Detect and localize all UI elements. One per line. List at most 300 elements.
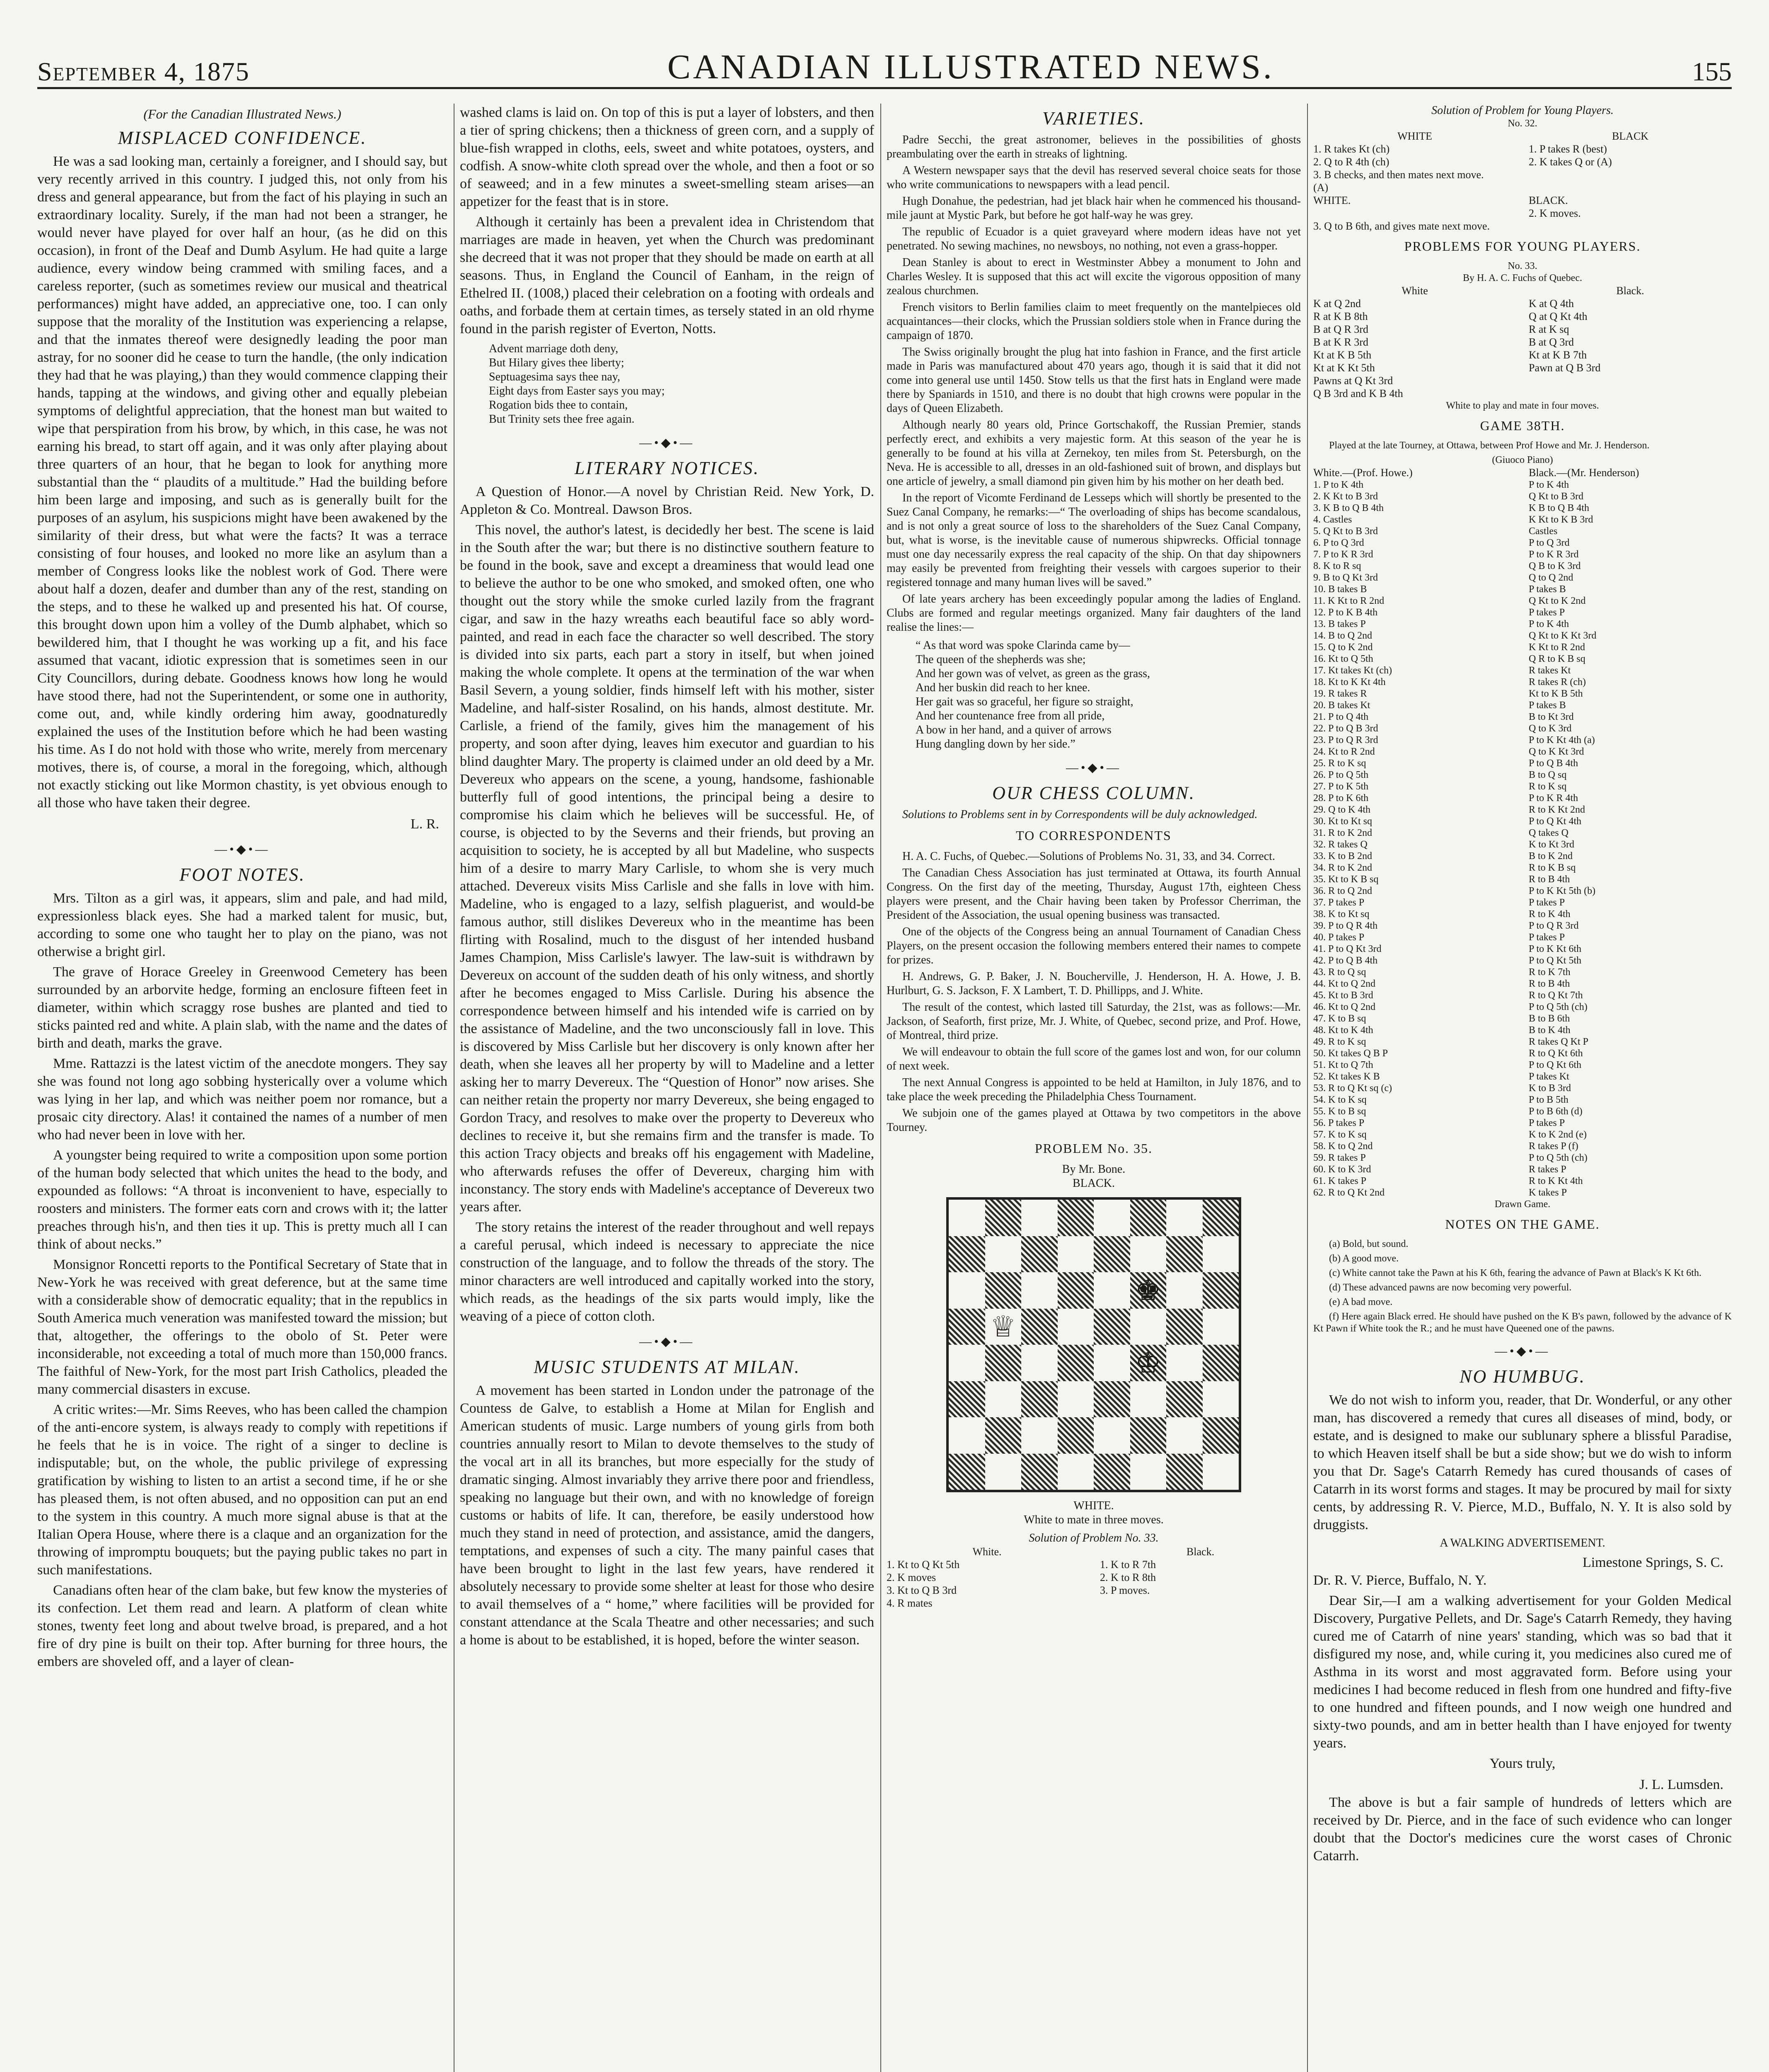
- move-entry: 2. K Kt to B 3rd: [1313, 491, 1378, 502]
- move-entry: 48. Kt to K 4th: [1313, 1025, 1373, 1036]
- board-square: [949, 1417, 985, 1454]
- article-paragraph: Monsignor Roncetti reports to the Pontifical Secretary of State that in New-York he was received with great deference, but at the same time with a considerable show of democratic equality; that in the republics in South America much veneration was manifested toward the mission; but that, altogether, the offerings to the obolo of St. Peter were inconsiderable, not exceeding a total of much more than 150,000 francs. The faithful of New-York, for the most part Irish Catholics, pleaded the many commercial disasters in excuse.: [37, 1257, 447, 1397]
- board-square: [1203, 1236, 1239, 1273]
- move-entry: 57. K to K sq: [1313, 1129, 1367, 1140]
- board-square: [1203, 1417, 1239, 1454]
- move-entry: 61. K takes P: [1313, 1176, 1366, 1186]
- verse-line: The queen of the shepherds was she;: [916, 653, 1086, 666]
- white-header: White.—(Prof. Howe.): [1313, 467, 1413, 479]
- board-label-black: BLACK.: [1073, 1177, 1115, 1190]
- board-square: [1021, 1417, 1058, 1454]
- move-entry: Q Kt to K 2nd: [1529, 595, 1586, 606]
- board-square: [1021, 1345, 1058, 1381]
- move-entry: 5. Q Kt to B 3rd: [1313, 526, 1378, 537]
- article-paragraph: We will endeavour to obtain the full score of the games lost and won, for our column of next week.: [887, 1046, 1301, 1072]
- move-entry: 46. Kt to Q 2nd: [1313, 1002, 1375, 1012]
- move-entry: 35. Kt to K B sq: [1313, 874, 1379, 885]
- article-paragraph: H. Andrews, G. P. Baker, J. N. Boucherville, J. Henderson, H. A. Howe, J. B. Hurlburt, G. S. Jackson, F. X Lambert, T. D. Phillipps, and J. White.: [887, 970, 1301, 997]
- move-entry: B to Q sq: [1529, 770, 1567, 780]
- move-entry: 59. R takes P: [1313, 1152, 1366, 1163]
- move-entry: 13. B takes P: [1313, 619, 1366, 629]
- problems-number: No. 33.: [1508, 261, 1537, 271]
- move-entry: P takes P: [1529, 607, 1565, 618]
- move-entry: Q Kt to K Kt 3rd: [1529, 630, 1597, 641]
- board-square: [1021, 1309, 1058, 1345]
- move-entry: 39. P to Q R 4th: [1313, 920, 1378, 931]
- move-entry: 12. P to K B 4th: [1313, 607, 1378, 618]
- white-header: WHITE: [1397, 130, 1432, 142]
- move-entry: [1529, 168, 1732, 181]
- article-paragraph: The above is but a fair sample of hundreds of letters which are received by Dr. Pierce, and in the face of such evidence who can longer doubt that the Doctor's medicines cure the worst cases of Chronic Catarrh.: [1313, 1795, 1732, 1864]
- article-paragraph: We do not wish to inform you, reader, that Dr. Wonderful, or any other man, has discovered a remedy that cures all diseases of mind, body, or estate, and is designed to make our sublunary sphere a blissful Paradise, to which Heaven itself shall be but a side show; but we do wish to inform you that Dr. Sage's Catarrh Remedy has cured thousands of cases of Catarrh in its worst forms and stages. It may be procured by mail for sixty cents, by addressing R. V. Pierce, M.D., Buffalo, N. Y. It is also sold by druggists.: [1313, 1392, 1732, 1532]
- letter-place: Limestone Springs, S. C.: [1582, 1555, 1723, 1570]
- verse-line: But Trinity sets thee free again.: [489, 413, 635, 426]
- problem-instruction: White to mate in three moves.: [1024, 1513, 1164, 1526]
- move-entry: 10. B takes B: [1313, 584, 1367, 595]
- board-square: [1166, 1454, 1203, 1490]
- board-square: [1130, 1454, 1167, 1490]
- black-king-icon: ♚: [1135, 1273, 1161, 1307]
- move-entry: R takes P: [1529, 1164, 1566, 1175]
- board-square: [1094, 1272, 1130, 1309]
- board-square: [985, 1345, 1022, 1381]
- problem-header: [1313, 284, 1732, 297]
- move-entry: 2. Q to R 4th (ch): [1313, 156, 1390, 168]
- board-square: [985, 1272, 1022, 1309]
- section-title: OUR CHESS COLUMN.: [992, 783, 1195, 803]
- young-solution-moves: [1313, 143, 1732, 232]
- game-note: (a) Bold, but sound.: [1329, 1239, 1409, 1249]
- verse-line: And her buskin did reach to her knee.: [916, 681, 1090, 694]
- column-3: [887, 104, 1301, 2072]
- board-square: [1094, 1417, 1130, 1454]
- game-note: (d) These advanced pawns are now becoming very powerful.: [1329, 1282, 1572, 1293]
- board-square: [1203, 1309, 1239, 1345]
- move-entry: P to K R 4th: [1529, 793, 1578, 804]
- move-entry: B to K 2nd: [1529, 851, 1573, 862]
- board-square: [1094, 1381, 1130, 1418]
- problem-author: By Mr. Bone.: [1062, 1163, 1126, 1176]
- article-paragraph: A Western newspaper says that the devil has reserved several choice seats for those who write communications to newspapers with a lead pencil.: [887, 164, 1301, 191]
- move-entry: R to B 4th: [1529, 978, 1570, 989]
- move-entry: K at Q 2nd: [1313, 298, 1361, 310]
- move-entry: P takes P: [1529, 1118, 1565, 1128]
- move-entry: 1. K to R 7th: [1100, 1559, 1156, 1571]
- board-label-white: WHITE.: [1073, 1499, 1114, 1512]
- article-paragraph: One of the objects of the Congress being an annual Tournament of Canadian Chess Players, on the present occasion the following members entered their names to compete for prizes.: [887, 925, 1301, 966]
- move-entry: P to Q 5th (ch): [1529, 1002, 1588, 1012]
- move-entry: P takes B: [1529, 700, 1566, 711]
- move-entry: 24. Kt to R 2nd: [1313, 746, 1375, 757]
- black-header: Black.: [1616, 285, 1644, 297]
- chess-note: Solutions to Problems sent in by Correspondents will be duly acknowledged.: [902, 808, 1258, 821]
- move-entry: B to Kt 3rd: [1529, 712, 1574, 722]
- board-square: [949, 1200, 985, 1236]
- article-paragraph: A movement has been started in London under the patronage of the Countess de Galve, to establish a Home at Milan for English and American students of music. Large numbers of young girls from both countries annually resort to Milan to devote themselves to the study of the vocal art in all its branches, but more especially for the study of dramatic singing. Almost invariably they arrive there poor and friendless, speaking no language but their own, and with no knowledge of foreign customs or habits of life. It can, therefore, be easily understood how much they stand in need of protection, and assistance, amid the dangers, temptations, and expenses of such a city. The many painful cases that have been brought to light in the last few years, have rendered it absolutely necessary to provide some shelter at least for those who desire to avail themselves of a “ home,” where facilities will be provided for constant attendance at the Scala Theatre and other necessaries; and such a home is about to be established, it is hoped, before the winter season.: [460, 1383, 874, 1648]
- board-square: [985, 1236, 1022, 1273]
- young-header: [1313, 130, 1732, 143]
- verse-line: And her countenance free from all pride,: [916, 709, 1105, 722]
- section-title: FOOT NOTES.: [179, 864, 305, 885]
- move-entry: 11. K Kt to R 2nd: [1313, 595, 1385, 606]
- poem: [916, 639, 1301, 751]
- section-ornament: —•◆•—: [1066, 761, 1122, 775]
- game-header: [1313, 466, 1732, 479]
- board-square: [1058, 1200, 1094, 1236]
- board-square: [1021, 1454, 1058, 1490]
- move-entry: 51. Kt to Q 7th: [1313, 1060, 1373, 1070]
- move-entry: 4. R mates: [887, 1597, 933, 1609]
- problem-position: [1313, 297, 1732, 400]
- white-header: White: [1402, 285, 1428, 297]
- problem-instruction: White to play and mate in four moves.: [1446, 400, 1599, 411]
- board-square: [985, 1417, 1022, 1454]
- move-entry: Castles: [1529, 526, 1558, 537]
- black-header: BLACK: [1612, 130, 1649, 142]
- article-paragraph: The Swiss originally brought the plug hat into fashion in France, and the first article made in Paris was manufactured about 470 years ago, though it is said that it did not come into general use until 1450. Stow tells us that the first hats in England were made there by Spaniards in 1510, and there is no doubt that high crowns were popular in the days of Queen Elizabeth.: [887, 346, 1301, 415]
- move-entry: 42. P to Q B 4th: [1313, 955, 1378, 966]
- move-entry: P to Q Kt 5th: [1529, 955, 1582, 966]
- move-entry: K Kt to R 2nd: [1529, 642, 1585, 653]
- move-entry: R takes Q Kt P: [1529, 1036, 1588, 1047]
- black-header: Black.—(Mr. Henderson): [1529, 467, 1639, 479]
- move-entry: Pawns at Q Kt 3rd: [1313, 375, 1393, 387]
- subsection-title: A WALKING ADVERTISEMENT.: [1440, 1537, 1605, 1549]
- move-entry: 60. K to K 3rd: [1313, 1164, 1371, 1175]
- verse-line: Rogation bids thee to contain,: [489, 399, 628, 411]
- move-entry: 29. Q to K 4th: [1313, 804, 1370, 815]
- letter-addressee: Dr. R. V. Pierce, Buffalo, N. Y.: [1313, 1573, 1487, 1588]
- move-entry: 47. K to B sq: [1313, 1013, 1366, 1024]
- move-entry: P takes B: [1529, 584, 1566, 595]
- move-entry: 14. B to Q 2nd: [1313, 630, 1373, 641]
- move-entry: 22. P to Q B 3rd: [1313, 723, 1378, 734]
- article-paragraph: The republic of Ecuador is a quiet graveyard where modern ideas have not yet penetrated. No sewing machines, no newsboys, no nothing, not even a grass-hopper.: [887, 225, 1301, 252]
- section-title: NO HUMBUG.: [1460, 1366, 1585, 1387]
- notes-title: NOTES ON THE GAME.: [1445, 1217, 1600, 1232]
- article-paragraph: He was a sad looking man, certainly a foreigner, and I should say, but very recently arrived in this country. I judged this, not only from his dress and general appearance, but from the fact of his playing in such an extraordinary locality. Surely, if the man had not been a stranger, he would never have played for over half an hour, (as he did on this occasion), in front of the Deaf and Dumb Asylum. He had quite a large audience, every window being crammed with smiling faces, and a careless reporter, (such as sometimes review our musical and theatrical performances) might have added, an appreciative one, too. I can only suppose that the morality of the Institution was experiencing a relapse, and that the inmates thereof were designedly leading the poor man astray, for no sooner did he cease to turn the handle, (the only indication they had that he was playing,) than they would commence clapping their hands, tapping at the windows, and giving other and equally plebeian symptoms of delightful appreciation, that the honest man but waited to wipe that perspiration from his brow, by which, in this case, he was not earning his bread, to start off again, and it was only after playing about three quarters of an hour, that he began to look for anything more substantial than the “ plaudits of a multitude.” Had the building before him been large and imposing, and such as is generally built for the purposes of an asylum, his suspicions might have been awakened by the similarity of their dress, but what were the facts? It was a terrace consisting of four houses, and looked no more like an asylum than a member of Congress looks like the noblest work of God. There were about half a dozen, deafer and dumber than any of the rest, standing on the steps, and to these he walked up and presented his hat. Of course, this brought down upon him a volley of the Dumb alphabet, which so bewildered him, that I thought he was working up a fit, and his face assumed that vacant, idiotic expression that is sometimes seen in our City Councillors, during debate. Goodness knows how long he would have stood there, had not the Superintendent, or some one in authority, come out, and, while kindly ordering him away, goodnaturedly explained the uses of the Institution before which he had been wasting his time. As I do not hold with those who write, merely from mercenary motives, there is, of course, a moral in the foregoing, which, although not exactly sticking out like Mormon chastity, is yet obvious enough to all those who have taken their degree.: [37, 154, 447, 811]
- subsection-title: TO CORRESPONDENTS: [1016, 828, 1172, 843]
- solution-header: [887, 1545, 1301, 1558]
- move-entry: [1529, 181, 1732, 194]
- board-square: [949, 1345, 985, 1381]
- game-note: (b) A good move.: [1329, 1253, 1399, 1264]
- verse-line: Advent marriage doth deny,: [489, 342, 619, 355]
- page-number: 155: [1692, 57, 1732, 86]
- letter-body: Dear Sir,—I am a walking advertisement for your Golden Medical Discovery, Purgative Pellets, and Dr. Sage's Catarrh Remedy, they having cured me of Catarrh of nine years' standing, which was so bad that it disfigured my nose, and, while curing it, you medicines also cured me of Asthma in its worst and most aggravated form. Before using your medicines I had become reduced in flesh from one hundred and fifty-five to one hundred and fifteen pounds, and I now weigh one hundred and sixty-two pounds, and am in better health than I have enjoyed for twenty years.: [1313, 1593, 1732, 1751]
- board-square: [1130, 1309, 1167, 1345]
- board-square: [1130, 1345, 1167, 1381]
- game-opening: (Giuoco Piano): [1492, 455, 1553, 465]
- article-paragraph: washed clams is laid on. On top of this is put a layer of lobsters, and then a tier of spring chickens; then a thickness of green corn, and a supply of blue-fish wrapped in cloths, eels, sweet and white potatoes, oysters, and codfish. A snow-white cloth spread over the whole, and then a foot or so of seaweed; and in a few minutes a sweet-smelling steam arises—an appetizer for the feast that is in store.: [460, 105, 874, 209]
- newspaper-title: CANADIAN ILLUSTRATED NEWS.: [667, 48, 1274, 86]
- board-square: [985, 1200, 1022, 1236]
- move-entry: BLACK.: [1529, 194, 1568, 206]
- move-entry: Q to K 3rd: [1529, 723, 1572, 734]
- board-square: [1130, 1381, 1167, 1418]
- section-title: VARIETIES.: [1042, 108, 1145, 128]
- board-square: [1021, 1381, 1058, 1418]
- move-entry: 2. K moves: [887, 1571, 936, 1583]
- column-2: [460, 104, 874, 2072]
- verse-line: “ As that word was spoke Clarinda came by—: [916, 639, 1130, 652]
- move-entry: B at Q 3rd: [1529, 336, 1574, 348]
- move-entry: 33. K to B 2nd: [1313, 851, 1373, 862]
- board-square: [1058, 1236, 1094, 1273]
- board-square: [1203, 1200, 1239, 1236]
- move-entry: P takes P: [1529, 932, 1565, 943]
- black-header: Black.: [1186, 1546, 1215, 1558]
- move-entry: 1. R takes Kt (ch): [1313, 143, 1390, 155]
- verse-line: Septuagesima says thee nay,: [489, 370, 620, 383]
- move-entry: 16. Kt to Q 5th: [1313, 654, 1373, 664]
- move-entry: 21. P to Q 4th: [1313, 712, 1369, 722]
- board-square: [985, 1309, 1022, 1345]
- move-entry: 58. K to Q 2nd: [1313, 1141, 1373, 1152]
- move-entry: WHITE.: [1313, 194, 1351, 206]
- move-entry: 32. R takes Q: [1313, 839, 1368, 850]
- move-entry: 27. P to K 5th: [1313, 781, 1369, 792]
- move-entry: 52. Kt takes K B: [1313, 1071, 1380, 1082]
- column-rule: [1307, 104, 1308, 2072]
- board-square: [1203, 1381, 1239, 1418]
- verse-line: Eight days from Easter says you may;: [489, 385, 665, 397]
- article-paragraph: The result of the contest, which lasted till Saturday, the 21st, was as follows:—Mr. Jackson, of Seaforth, first prize, Mr. J. White, of Quebec, second prize, and Prof. Howe, of Montreal, third prize.: [887, 1001, 1301, 1042]
- white-king-icon: ♔: [1135, 1346, 1161, 1380]
- issue-date: September 4, 1875: [37, 57, 250, 86]
- move-entry: Q takes Q: [1529, 828, 1568, 838]
- move-entry: 4. Castles: [1313, 514, 1352, 525]
- move-entry: Kt to K B 5th: [1529, 688, 1583, 699]
- article-paragraph: Mrs. Tilton as a girl was, it appears, slim and pale, and had mild, expressionless black eyes. She had a marked talent for music, but, according to some one who taught her to play on the piano, was not otherwise a bright girl.: [37, 891, 447, 959]
- solution-moves: [887, 1558, 1301, 1610]
- chess-board: [946, 1197, 1241, 1492]
- move-entry: 9. B to Q Kt 3rd: [1313, 572, 1378, 583]
- move-entry: P to K R 3rd: [1529, 549, 1579, 560]
- move-entry: K Kt to K B 3rd: [1529, 514, 1593, 525]
- move-entry: B to B 6th: [1529, 1013, 1570, 1024]
- board-square: [1166, 1272, 1203, 1309]
- board-square: [1130, 1417, 1167, 1454]
- move-entry: 25. R to K sq: [1313, 758, 1366, 769]
- move-entry: 6. P to Q 3rd: [1313, 537, 1364, 548]
- game-moves: [1313, 479, 1732, 1198]
- board-square: [1203, 1345, 1239, 1381]
- article-credit: (For the Canadian Illustrated News.): [143, 107, 341, 121]
- move-entry: P to Q R 3rd: [1529, 920, 1579, 931]
- article-paragraph: A Question of Honor.—A novel by Christian Reid. New York, D. Appleton & Co. Montreal. Dawson Bros.: [460, 484, 874, 517]
- move-entry: P to K 4th: [1529, 479, 1569, 490]
- article-paragraph: The next Annual Congress is appointed to be held at Hamilton, in July 1876, and to take place the week preceding the Philadelphia Chess Tournament.: [887, 1076, 1301, 1103]
- move-entry: R to Q Kt 7th: [1529, 990, 1583, 1001]
- move-entry: P to Q B 4th: [1529, 758, 1578, 769]
- article-paragraph: Dean Stanley is about to erect in Westminster Abbey a monument to John and Charles Wesley. It is supposed that this act will excite the vigorous opposition of many zealous churchmen.: [887, 256, 1301, 297]
- move-entry: Kt at K B 7th: [1529, 349, 1587, 361]
- move-entry: K to K 2nd (e): [1529, 1129, 1587, 1140]
- move-entry: K B to Q B 4th: [1529, 503, 1590, 513]
- move-entry: R to K 7th: [1529, 967, 1571, 978]
- article-paragraph: Hugh Donahue, the pedestrian, had jet black hair when he commenced his thousand-mile jaunt at Mystic Park, but before he got half-way he was grey.: [887, 195, 1301, 222]
- move-entry: 41. P to Q Kt 3rd: [1313, 944, 1382, 954]
- move-entry: K to B 3rd: [1529, 1083, 1571, 1094]
- move-entry: 3. Kt to Q B 3rd: [887, 1584, 957, 1596]
- section-ornament: —•◆•—: [1494, 1344, 1551, 1358]
- move-entry: R to K Kt 2nd: [1529, 804, 1585, 815]
- move-entry: Q to Q 2nd: [1529, 572, 1573, 583]
- move-entry: R to B 4th: [1529, 874, 1570, 885]
- move-entry: P to B 5th: [1529, 1094, 1568, 1105]
- problems-title: PROBLEMS FOR YOUNG PLAYERS.: [1404, 239, 1641, 254]
- move-entry: 15. Q to K 2nd: [1313, 642, 1373, 653]
- move-entry: 44. Kt to Q 2nd: [1313, 978, 1375, 989]
- board-square: [949, 1309, 985, 1345]
- board-square: [1058, 1272, 1094, 1309]
- move-entry: 2. K takes Q or (A): [1529, 156, 1612, 168]
- move-entry: R takes R (ch): [1529, 677, 1586, 687]
- board-square: [1166, 1345, 1203, 1381]
- game-note: (f) Here again Black erred. He should have pushed on the K B's pawn, followed by the advance of K Kt Pawn if White took the R.; and he must have Queened one of the pawns.: [1313, 1311, 1732, 1334]
- verse-line: But Hilary gives thee liberty;: [489, 356, 624, 369]
- section-ornament: —•◆•—: [639, 1335, 695, 1348]
- article-paragraph: In the report of Vicomte Ferdinand de Lesseps which will shortly be presented to the Suez Canal Company, he remarks:—“ The overloading of ships has become scandalous, and is not only a great source of loss to the shareholders of the Suez Canal Company, but, what is worse, is the inevitable cause of numerous shipwrecks. Official tonnage must one day necessarily express the real capacity of the ship. On that day shipowners may easily be prevented from freighting their vessels with cargoes superior to their registered tonnage and many human lives will be saved.”: [887, 491, 1301, 589]
- board-square: [949, 1272, 985, 1309]
- move-entry: 8. K to R sq: [1313, 561, 1361, 571]
- move-entry: K takes P: [1529, 1187, 1567, 1198]
- move-entry: Q to K Kt 3rd: [1529, 746, 1584, 757]
- move-entry: Kt at K B 5th: [1313, 349, 1372, 361]
- move-entry: Q B 3rd and K B 4th: [1313, 387, 1403, 399]
- solution-title: Solution of Problem No. 33.: [1029, 1532, 1159, 1544]
- article-paragraph: Of late years archery has been exceedingly popular among the ladies of England. Clubs are formed and regular meetings organized. Many fair daughters of the land realise the lines:—: [887, 593, 1301, 634]
- board-square: [1058, 1345, 1094, 1381]
- rhyme: [489, 342, 874, 426]
- move-entry: Q R to K B sq: [1529, 654, 1585, 664]
- move-entry: 20. B takes Kt: [1313, 700, 1370, 711]
- move-entry: 36. R to Q 2nd: [1313, 886, 1373, 896]
- move-entry: 50. Kt takes Q B P: [1313, 1048, 1388, 1059]
- move-entry: 54. K to K sq: [1313, 1094, 1367, 1105]
- move-entry: Q at Q Kt 4th: [1529, 310, 1588, 322]
- move-entry: B at Q R 3rd: [1313, 323, 1368, 335]
- move-entry: 3. B checks, and then mates next move.: [1313, 169, 1484, 181]
- move-entry: R takes Kt: [1529, 665, 1571, 676]
- letter-closing: Yours truly,: [1489, 1756, 1556, 1771]
- white-queen-icon: ♕: [990, 1309, 1016, 1343]
- article-paragraph: A critic writes:—Mr. Sims Reeves, who has been called the champion of the anti-encore system, is always ready to comply with repetitions if he feels that he is in voice. The right of a singer to decline is indisputable; but, on the whole, the public privilege of expressing gratification by wishing to listen to an artist a second time, if he or she has pleased them, is not often abused, and no opposition can put an end to the system in this country. A much more signal abuse is that at the Italian Opera House, where there is a claque and an organization for the throwing of impromptu bouquets; but the paying public takes no part in such manifestations.: [37, 1402, 447, 1578]
- article-paragraph: Canadians often hear of the clam bake, but few know the mysteries of its confection. Let them read and learn. A platform of clean white stones, twenty feet long and about twelve broad, is prepared, and a hot fire of dry pine is built on their top. After burning for three hours, the embers are shoveled off, and a layer of clean-: [37, 1583, 447, 1669]
- move-entry: 30. Kt to Kt sq: [1313, 816, 1373, 827]
- move-entry: R to K Kt 4th: [1529, 1176, 1583, 1186]
- column-rule: [880, 104, 881, 2072]
- move-entry: P to Q Kt 6th: [1529, 1060, 1582, 1070]
- board-square: [1058, 1417, 1094, 1454]
- move-entry: 55. K to B sq: [1313, 1106, 1366, 1117]
- verse-line: Hung dangling down by her side.”: [916, 738, 1075, 750]
- move-entry: K to Kt 3rd: [1529, 839, 1574, 850]
- board-square: [1058, 1309, 1094, 1345]
- board-square: [1021, 1200, 1058, 1236]
- move-entry: 3. Q to B 6th, and gives mate next move.: [1313, 220, 1490, 232]
- move-entry: R takes P (f): [1529, 1141, 1578, 1152]
- move-entry: 37. P takes P: [1313, 897, 1365, 908]
- move-entry: K at Q 4th: [1529, 298, 1574, 310]
- article-paragraph: The story retains the interest of the reader throughout and well repays a careful perusal, which indeed is necessary to appreciate the nice construction of the language, and to follow the threads of the story. The minor characters are well introduced and capitally worked into the story, which reads, as the headings of the six parts would imply, like the weaving of a piece of cotton cloth.: [460, 1220, 874, 1324]
- board-square: [1166, 1417, 1203, 1454]
- move-entry: 53. R to Q Kt sq (c): [1313, 1083, 1392, 1094]
- move-entry: P to Q 5th (ch): [1529, 1152, 1588, 1163]
- move-entry: R at K sq: [1529, 323, 1569, 335]
- game-note: (e) A bad move.: [1329, 1297, 1393, 1307]
- move-entry: 28. P to K 6th: [1313, 793, 1369, 804]
- move-entry: 19. R takes R: [1313, 688, 1367, 699]
- board-square: [1203, 1454, 1239, 1490]
- move-entry: 3. K B to Q B 4th: [1313, 503, 1384, 513]
- board-square: [1130, 1272, 1167, 1309]
- board-square: [1021, 1272, 1058, 1309]
- move-entry: 45. Kt to B 3rd: [1313, 990, 1373, 1001]
- verse-line: A bow in her hand, and a quiver of arrows: [916, 724, 1112, 736]
- move-entry: P to K 4th: [1529, 619, 1569, 629]
- move-entry: 38. K to Kt sq: [1313, 909, 1370, 920]
- article-paragraph: The Canadian Chess Association has just terminated at Ottawa, its fourth Annual Congress. On the first day of the meeting, Thursday, August 17th, eighteen Chess players were present, and the Chair having been taken by Professor Cherriman, the President of the Association, the usual opening business was transacted.: [887, 867, 1301, 922]
- section-title: LITERARY NOTICES.: [574, 458, 760, 478]
- move-entry: P to K Kt 4th (a): [1529, 735, 1595, 746]
- move-entry: 1. P takes R (best): [1529, 143, 1607, 155]
- article-paragraph: Although it certainly has been a prevalent idea in Christendom that marriages are made in heaven, yet when the Church was predominant she decreed that it was not proper that they should be made on earth at all seasons. Thus, in England the Council of Eanham, in the reign of Ethelred II. (1008,) placed their celebration on a footing with ordeals and oaths, and forbade them at certain times, as tersely stated in an old rhyme found in the parish register of Everton, Notts.: [460, 214, 874, 336]
- move-entry: R at K B 8th: [1313, 310, 1368, 322]
- board-square: [1094, 1309, 1130, 1345]
- move-entry: 40. P takes P: [1313, 932, 1365, 943]
- board-square: [1130, 1200, 1167, 1236]
- column-4: [1313, 104, 1732, 2072]
- article-paragraph: H. A. C. Fuchs, of Quebec.—Solutions of Problems No. 31, 33, and 34. Correct.: [902, 850, 1275, 863]
- move-entry: P takes Kt: [1529, 1071, 1569, 1082]
- board-square: [949, 1381, 985, 1418]
- section-ornament: —•◆•—: [639, 436, 695, 450]
- move-entry: Kt at K Kt 5th: [1313, 362, 1375, 374]
- move-entry: 31. R to K 2nd: [1313, 828, 1373, 838]
- masthead: [37, 41, 1732, 89]
- move-entry: R to K 4th: [1529, 909, 1571, 920]
- move-entry: P to K Kt 6th: [1529, 944, 1582, 954]
- young-solution-number: No. 32.: [1508, 118, 1537, 129]
- article-signature: L. R.: [411, 816, 439, 832]
- move-entry: P to B 6th (d): [1529, 1106, 1583, 1117]
- verse-line: And her gown was of velvet, as green as the grass,: [916, 667, 1150, 680]
- move-entry: 49. R to K sq: [1313, 1036, 1366, 1047]
- move-entry: [1529, 387, 1732, 400]
- move-entry: R to K B sq: [1529, 862, 1576, 873]
- move-entry: B to K 4th: [1529, 1025, 1571, 1036]
- move-entry: 17. Kt takes Kt (ch): [1313, 665, 1392, 676]
- move-entry: Pawn at Q B 3rd: [1529, 362, 1601, 374]
- board-square: [1166, 1309, 1203, 1345]
- move-entry: 62. R to Q Kt 2nd: [1313, 1187, 1385, 1198]
- board-square: [949, 1454, 985, 1490]
- game-note: (c) White cannot take the Pawn at his K 6th, fearing the advance of Pawn at Black's K Kt 6th.: [1329, 1268, 1701, 1278]
- game-title: GAME 38TH.: [1480, 418, 1565, 433]
- column-1: [37, 104, 447, 2072]
- article-paragraph: Padre Secchi, the great astronomer, believes in the possibilities of ghosts preambulating over the earth in streaks of lightning.: [887, 133, 1301, 160]
- article-paragraph: Although nearly 80 years old, Prince Gortschakoff, the Russian Premier, stands perfectly erect, and exhibits a very majestic form. At this season of the year he is generally to be found at his villa at Zernekoy, ten miles from St. Petersburgh, on the Neva. He is accessible to all, dresses in an old-fashioned suit of brown, and displays but one article of jewelry, a small diamond pin given him by his mother on her death bed.: [887, 419, 1301, 488]
- problems-author: By H. A. C. Fuchs of Quebec.: [1463, 273, 1582, 283]
- article-title: MISPLACED CONFIDENCE.: [118, 128, 367, 148]
- white-header: White.: [972, 1546, 1002, 1558]
- move-entry: B at K R 3rd: [1313, 336, 1368, 348]
- move-entry: 34. R to K 2nd: [1313, 862, 1373, 873]
- move-entry: 23. P to Q R 3rd: [1313, 735, 1378, 746]
- board-square: [1094, 1454, 1130, 1490]
